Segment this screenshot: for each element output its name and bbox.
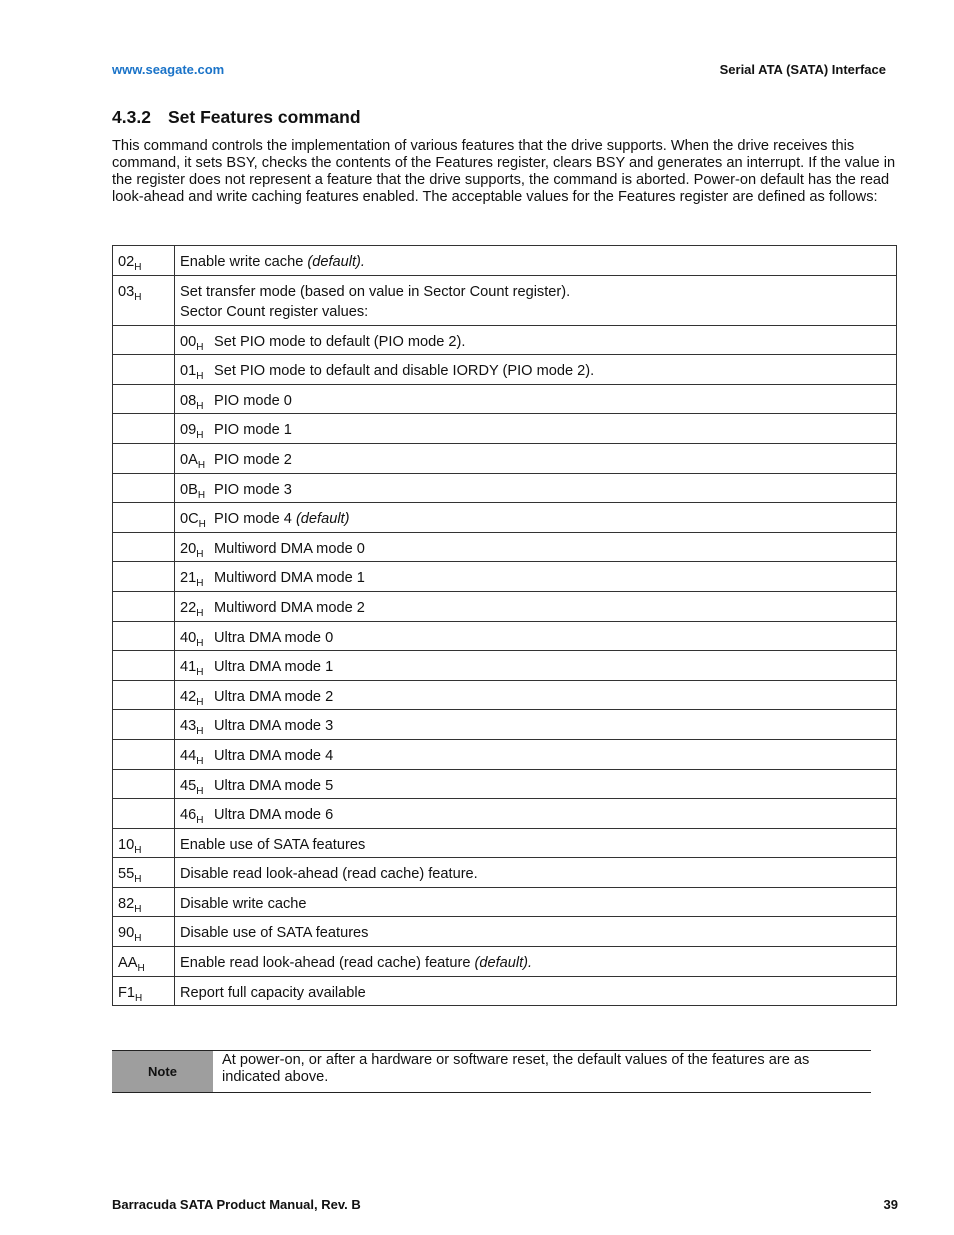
code-cell <box>113 651 175 681</box>
description-cell <box>175 621 897 651</box>
code-value: 82 <box>118 895 135 912</box>
code-value: 10 <box>118 836 135 853</box>
table-row <box>113 887 897 917</box>
code-cell <box>113 246 175 276</box>
description-cell <box>175 414 897 444</box>
description-note: (default). <box>307 254 365 270</box>
section-title: Set Features command <box>168 107 361 127</box>
description-text: Disable use of SATA features <box>180 925 369 942</box>
description-text: Set transfer mode (based on value in Sector Count register). <box>180 283 571 300</box>
table-row <box>113 532 897 562</box>
hex-suffix: H <box>134 262 142 273</box>
description-cell <box>175 651 897 681</box>
code-value: 55 <box>118 866 135 883</box>
hex-suffix: H <box>134 291 142 303</box>
table-row <box>113 591 897 621</box>
description-note: (default) <box>295 511 350 528</box>
table-row <box>113 562 897 592</box>
site-link[interactable]: www.seagate.com <box>112 62 225 77</box>
table-row <box>113 621 897 651</box>
code-value: 03 <box>118 283 135 300</box>
description-text: Ultra DMA mode 4 <box>214 747 334 764</box>
hex-suffix: H <box>196 371 204 383</box>
footer-manual-title: Barracuda SATA Product Manual, Rev. B <box>112 1197 361 1212</box>
code-cell <box>113 591 175 621</box>
code-cell <box>113 710 175 740</box>
description-cell <box>175 562 897 592</box>
hex-suffix: H <box>137 963 145 975</box>
hex-suffix: H <box>196 755 204 767</box>
description-text: Multiword DMA mode 1 <box>214 570 365 587</box>
code-value: 0C <box>180 511 199 528</box>
hex-suffix: H <box>196 430 204 442</box>
code-value: 90 <box>118 925 135 942</box>
description-cell <box>175 947 897 977</box>
code-cell <box>113 414 175 444</box>
code-value: 41 <box>180 659 197 676</box>
code-value: 45 <box>180 777 197 794</box>
description-text: Ultra DMA mode 2 <box>214 688 334 705</box>
description-text: Enable use of SATA features <box>180 836 366 853</box>
table-row <box>113 799 897 829</box>
page-number: 39 <box>883 1197 898 1212</box>
table-row <box>113 947 897 977</box>
description-cell <box>175 503 897 533</box>
description-text: Multiword DMA mode 2 <box>214 599 365 616</box>
code-value: 42 <box>180 688 197 705</box>
description-cell <box>175 828 897 858</box>
hex-suffix: H <box>196 815 204 827</box>
hex-suffix: H <box>196 578 204 590</box>
hex-suffix: H <box>198 519 206 531</box>
table-row <box>113 917 897 947</box>
description-cell <box>175 976 897 1006</box>
description-cell <box>175 443 897 473</box>
table-row <box>113 976 897 1006</box>
description-cell <box>175 917 897 947</box>
code-cell <box>113 858 175 888</box>
code-cell <box>113 769 175 799</box>
hex-suffix: H <box>196 607 204 619</box>
hex-suffix: H <box>197 459 206 471</box>
description-cell <box>175 325 897 355</box>
code-cell <box>113 828 175 858</box>
description-cell <box>175 246 897 276</box>
note-text: At power-on, or after a hardware or software reset, the default values of the features are as indicated above. <box>222 1052 810 1085</box>
description-text: Report full capacity available <box>180 984 366 1001</box>
code-cell <box>113 947 175 977</box>
code-value: 09 <box>180 422 197 439</box>
table-row <box>113 443 897 473</box>
table-row <box>113 680 897 710</box>
description-text: PIO mode 0 <box>214 392 292 409</box>
description-text: Ultra DMA mode 1 <box>214 659 334 676</box>
description-text: PIO mode 3 <box>214 481 292 498</box>
table-row <box>113 414 897 444</box>
table-row <box>113 473 897 503</box>
description-cell <box>175 384 897 414</box>
description-cell <box>175 887 897 917</box>
hex-suffix: H <box>196 637 204 649</box>
description-text: Ultra DMA mode 3 <box>214 718 334 735</box>
table-row <box>113 246 897 276</box>
hex-suffix: H <box>134 933 142 945</box>
description-text: Ultra DMA mode 0 <box>214 629 334 646</box>
code-value: F1 <box>118 984 136 1001</box>
code-cell <box>113 799 175 829</box>
code-value: 0B <box>180 481 198 498</box>
hex-suffix: H <box>196 667 204 679</box>
description-text: PIO mode 2 <box>214 451 292 468</box>
intro-paragraph: This command controls the implementation of various features that the drive supports. When the drive receives this command, it sets BSY, checks the contents of the Features register, clears BSY and generates an interrupt. If the value in the register does not represent a feature that the drive supports, the command is aborted. Power-on default has the read look-ahead and write caching features enabled. The acceptable values for the Features register are defined as follows: <box>112 138 896 205</box>
table-row <box>113 325 897 355</box>
code-value: 21 <box>180 570 197 587</box>
description-text: Set PIO mode to default (PIO mode 2). <box>214 333 466 350</box>
code-value: 0A <box>180 451 198 468</box>
description-cell <box>175 739 897 769</box>
description-text: Set PIO mode to default and disable IORDY (PIO mode 2). <box>214 363 595 380</box>
code-value: 20 <box>180 540 197 557</box>
description-cell <box>175 799 897 829</box>
description-cell <box>175 275 897 325</box>
hex-suffix: H <box>196 400 204 412</box>
table-row <box>113 503 897 533</box>
description-cell <box>175 591 897 621</box>
code-cell <box>113 680 175 710</box>
section-heading <box>112 107 361 128</box>
description-cell <box>175 532 897 562</box>
hex-suffix: H <box>196 785 204 797</box>
hex-suffix: H <box>134 903 142 915</box>
table-row <box>113 651 897 681</box>
description-cell <box>175 355 897 385</box>
code-value: 00 <box>180 333 197 350</box>
code-value: 01 <box>180 363 197 380</box>
description-text: Disable write cache <box>180 895 307 912</box>
table-row <box>113 769 897 799</box>
description-text: Multiword DMA mode 0 <box>214 540 365 557</box>
code-cell <box>113 621 175 651</box>
table-row <box>113 858 897 888</box>
code-cell <box>113 739 175 769</box>
code-cell <box>113 473 175 503</box>
description-text: PIO mode 4 <box>214 511 296 528</box>
code-value: 40 <box>180 629 197 646</box>
code-cell <box>113 976 175 1006</box>
hex-suffix: H <box>196 341 204 353</box>
description-cell <box>175 858 897 888</box>
hex-suffix: H <box>196 696 204 708</box>
note-label: Note <box>112 1051 213 1092</box>
code-cell <box>113 887 175 917</box>
hex-suffix: H <box>196 726 204 738</box>
code-value: 02 <box>118 254 135 270</box>
code-value: 43 <box>180 718 197 735</box>
table-row <box>113 739 897 769</box>
header-section-title: Serial ATA (SATA) Interface <box>719 62 886 77</box>
hex-suffix: H <box>197 489 206 501</box>
description-text: PIO mode 1 <box>214 422 292 439</box>
table-row <box>113 710 897 740</box>
code-cell <box>113 384 175 414</box>
table-row <box>113 384 897 414</box>
code-cell <box>113 355 175 385</box>
code-cell <box>113 503 175 533</box>
code-cell <box>113 325 175 355</box>
description-note: (default). <box>474 955 533 972</box>
code-cell <box>113 562 175 592</box>
code-value: 08 <box>180 392 197 409</box>
code-value: 22 <box>180 599 197 616</box>
description-text: Ultra DMA mode 6 <box>214 807 334 824</box>
features-table <box>112 245 897 1006</box>
table-row <box>113 828 897 858</box>
section-number: 4.3.2 <box>112 107 151 127</box>
hex-suffix: H <box>134 844 142 856</box>
table-row <box>113 275 897 325</box>
description-text-line2: Sector Count register values: <box>180 303 369 320</box>
code-cell <box>113 917 175 947</box>
description-cell <box>175 680 897 710</box>
description-cell <box>175 473 897 503</box>
hex-suffix: H <box>135 992 143 1004</box>
description-cell <box>175 769 897 799</box>
code-cell <box>113 443 175 473</box>
note-box <box>112 1050 871 1093</box>
table-row <box>113 355 897 385</box>
code-value: 46 <box>180 807 197 824</box>
code-cell <box>113 532 175 562</box>
description-cell <box>175 710 897 740</box>
description-text: Enable write cache <box>180 254 308 270</box>
hex-suffix: H <box>134 874 142 886</box>
description-text: Disable read look-ahead (read cache) feature. <box>180 866 478 883</box>
description-text: Enable read look-ahead (read cache) feature <box>180 955 475 972</box>
code-cell <box>113 275 175 325</box>
description-text: Ultra DMA mode 5 <box>214 777 334 794</box>
code-value: 44 <box>180 747 197 764</box>
hex-suffix: H <box>196 548 204 560</box>
code-value: AA <box>118 955 138 972</box>
